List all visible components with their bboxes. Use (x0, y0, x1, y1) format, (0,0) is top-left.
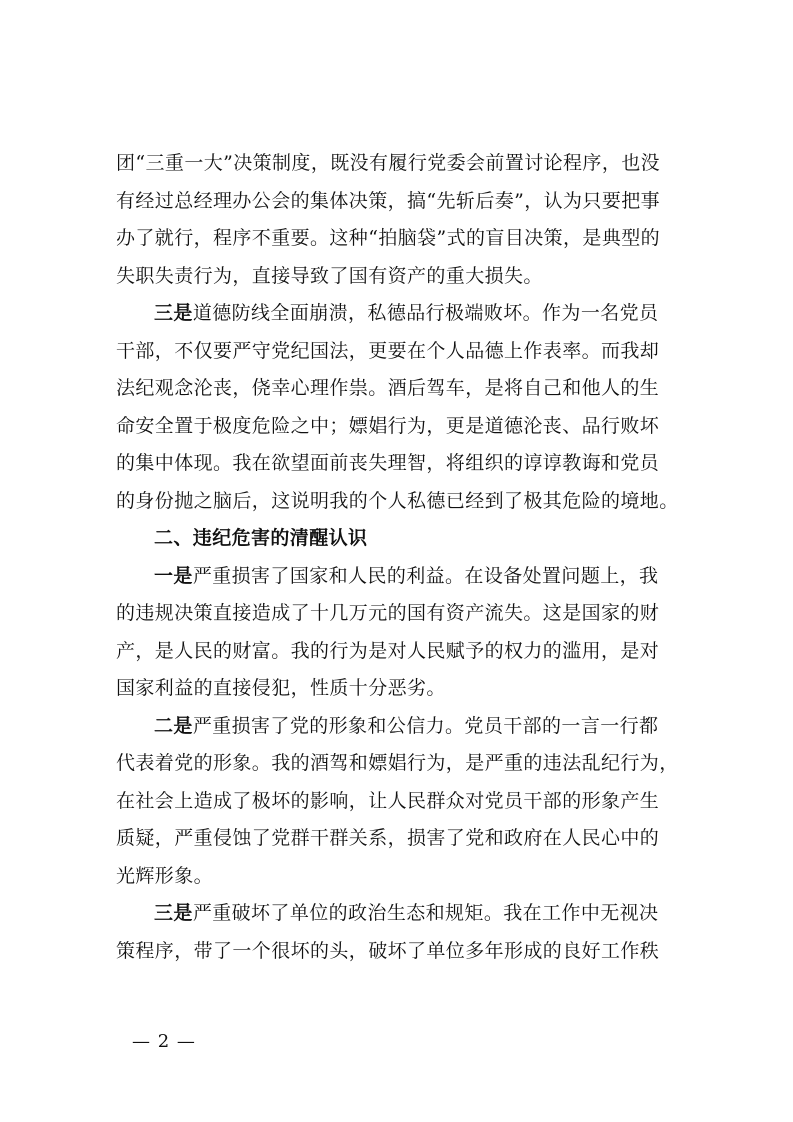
paragraph-text: 严重损害了党的形象和公信力。党员干部的一言一行都 (192, 714, 659, 737)
text-line: 有经过总经理办公会的集体决策，搞“先斩后奏”，认为只要把事 (116, 189, 661, 212)
text-line: 国家利益的直接侵犯，性质十分恶劣。 (116, 677, 446, 699)
paragraph-text: 道德防线全面崩溃，私德品行极端败坏。作为一名党员 (192, 302, 659, 324)
paragraph-lead: 一是 (154, 564, 193, 587)
paragraph-first-line (116, 895, 686, 933)
text-line: 代表着党的形象。我的酒驾和嫖娼行为，是严重的违法乱纪行为， (116, 752, 679, 774)
text-line: 策程序，带了一个很坏的头，破坏了单位多年形成的良好工作秩 (116, 939, 660, 962)
text-line: 质疑，严重侵蚀了党群干群关系，损害了党和政府在人民心中的 (116, 827, 660, 849)
paragraph-lead: 三是 (154, 902, 193, 924)
paragraph-text: 严重破坏了单位的政治生态和规矩。我在工作中无视决 (192, 902, 659, 924)
paragraph-first-line (116, 295, 686, 333)
paragraph-lead: 三是 (154, 302, 193, 324)
text-line: 团“三重一大”决策制度，既没有履行党委会前置讨论程序，也没 (116, 152, 661, 174)
paragraph-first-line (116, 708, 686, 746)
text-line: 命安全置于极度危险之中；嫖娼行为，更是道德沦丧、品行败坏 (116, 414, 660, 437)
text-line: 产，是人民的财富。我的行为是对人民赋予的权力的滥用，是对 (116, 639, 660, 662)
text-line: 办了就行，程序不重要。这种“拍脑袋”式的盲目决策，是典型的 (116, 227, 661, 249)
paragraph-first-line (116, 558, 686, 596)
text-line: 的集中体现。我在欲望面前丧失理智，将组织的谆谆教诲和党员 (116, 452, 660, 474)
page-number: — 2 — (132, 1031, 196, 1052)
section-heading: 二、违纪危害的清醒认识 (154, 527, 368, 549)
paragraph-text: 严重损害了国家和人民的利益。在设备处置问题上，我 (192, 564, 659, 587)
text-line: 失职失责行为，直接导致了国有资产的重大损失。 (116, 264, 543, 287)
text-line: 的违规决策直接造成了十几万元的国有资产流失。这是国家的财 (116, 602, 660, 624)
text-line: 光辉形象。 (116, 864, 214, 887)
text-line: 的身份抛之脑后，这说明我的个人私德已经到了极其危险的境地。 (116, 489, 679, 512)
text-line: 干部，不仅要严守党纪国法，更要在个人品德上作表率。而我却 (116, 339, 660, 362)
text-line: 在社会上造成了极坏的影响，让人民群众对党员干部的形象产生 (116, 789, 660, 812)
document-body (116, 145, 686, 970)
paragraph-lead: 二是 (154, 714, 193, 737)
text-line: 法纪观念沦丧，侥幸心理作祟。酒后驾车，是将自己和他人的生 (116, 377, 660, 399)
